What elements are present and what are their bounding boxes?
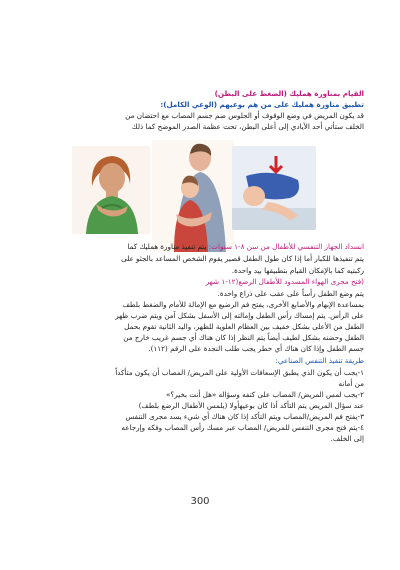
artificial-line-5: ٣-يفتح فم المريض/المصاب ويتم التأكد إذا كان هناك أي شيء يسد مجرى التنفس (125, 412, 364, 421)
intro-line-2: الخلف ستأتي أحد الأيادي إلى أعلى البطن، تحت عظمة الصدر الموضح كما ذلك (131, 122, 364, 131)
illustration-woman-self-heimlich (72, 146, 150, 234)
artificial-line-3: ٢-يجب لمس المريض/ المصاب على كتفه وسؤاله «هل أنت بخير؟» (166, 390, 364, 399)
airway-line-2: ركبتيه كما بالإمكان القيام بتطبيقها بيد واحدة. (231, 266, 364, 275)
section-subtitle: تطبيق مناورة همليك على من هم بوعيهم (الوعي الكامل): (160, 100, 364, 109)
artificial-heading: طريقة تنفيذ التنفس الصناعي: (275, 356, 364, 365)
airway-heading: انسداد الجهاز التنفسي للأطفال من سن ٨-١ سنوات: (208, 242, 364, 251)
airway-heading-line (40, 241, 364, 253)
artificial-line-4: عند سؤال المريض يتم التأكد أذا كان بوعيهأولا (يلمس الأطفال الرضع بلطف) (138, 401, 364, 410)
illustration-adult-child-heimlich (152, 140, 234, 252)
infant-heading: (فتح مجرى الهواء المسدود للأطفال الرضع(١٢-١ شهر (205, 277, 364, 286)
artificial-line-2: من أمانه (338, 379, 364, 388)
artificial-line-6: ٤-يتم فتح مجرى التنفس للمريض/ المصاب عبر مسك رأس المصاب وفكه وإرجاعه (121, 423, 364, 432)
infant-line-3: على الرأس. يتم إمساك رأس الطفل وإمالته إلى الأسفل بشكل آمن ويتم ضرب ظهر (115, 311, 364, 320)
infant-line-4: الطفل من الأعلى بشكل خفيف بين العظام العلوية للظهر، واليد الثانية تقوم بحمل (124, 322, 364, 331)
section-title: القيام بمناورة همليك (الضغط على البطن) (214, 89, 364, 98)
page-number: 300 (190, 496, 210, 507)
airway-heading-tail: يتم تنفيذ مناورة همليك كما (127, 242, 209, 251)
infant-line-5: الطفل وحضنه بشكل لطيف أيضاً يتم النظر إذا كان هناك أي جسم غريب خارج من (123, 333, 364, 342)
infant-line-1: يتم وضع الطفل رأساً على عقب على ذراع واحدة. (217, 289, 364, 298)
artificial-line-1: ١-يجب أن يكون الذي يطبق الإسعافات الأولية على المريض/ المصاب أن يكون متأكداً (115, 368, 364, 377)
airway-line-1: يتم تنفيذها للكبار أما إذا كان طول الطفل قصير يقوم الشخص المساعد بالجثو على (121, 254, 364, 263)
illustration-infant-back-blows (232, 146, 316, 230)
artificial-line-7: إلى الخلف. (330, 434, 364, 443)
infant-line-2: بمساعدة الإبهام والأصابع الأخرى، يفتح فم الرضيع مع الإمالة للأمام والضغط بلطف (122, 300, 364, 309)
infant-line-6: جسم الطفل وإذا كان هناك أي خطر يجب طلب النجدة على الرقم (١١٢). (148, 344, 364, 353)
intro-line-1: قد يكون المريض في وضع الوقوف أو الجلوس ضم جسم المصاب مع احتضان من (125, 111, 364, 120)
